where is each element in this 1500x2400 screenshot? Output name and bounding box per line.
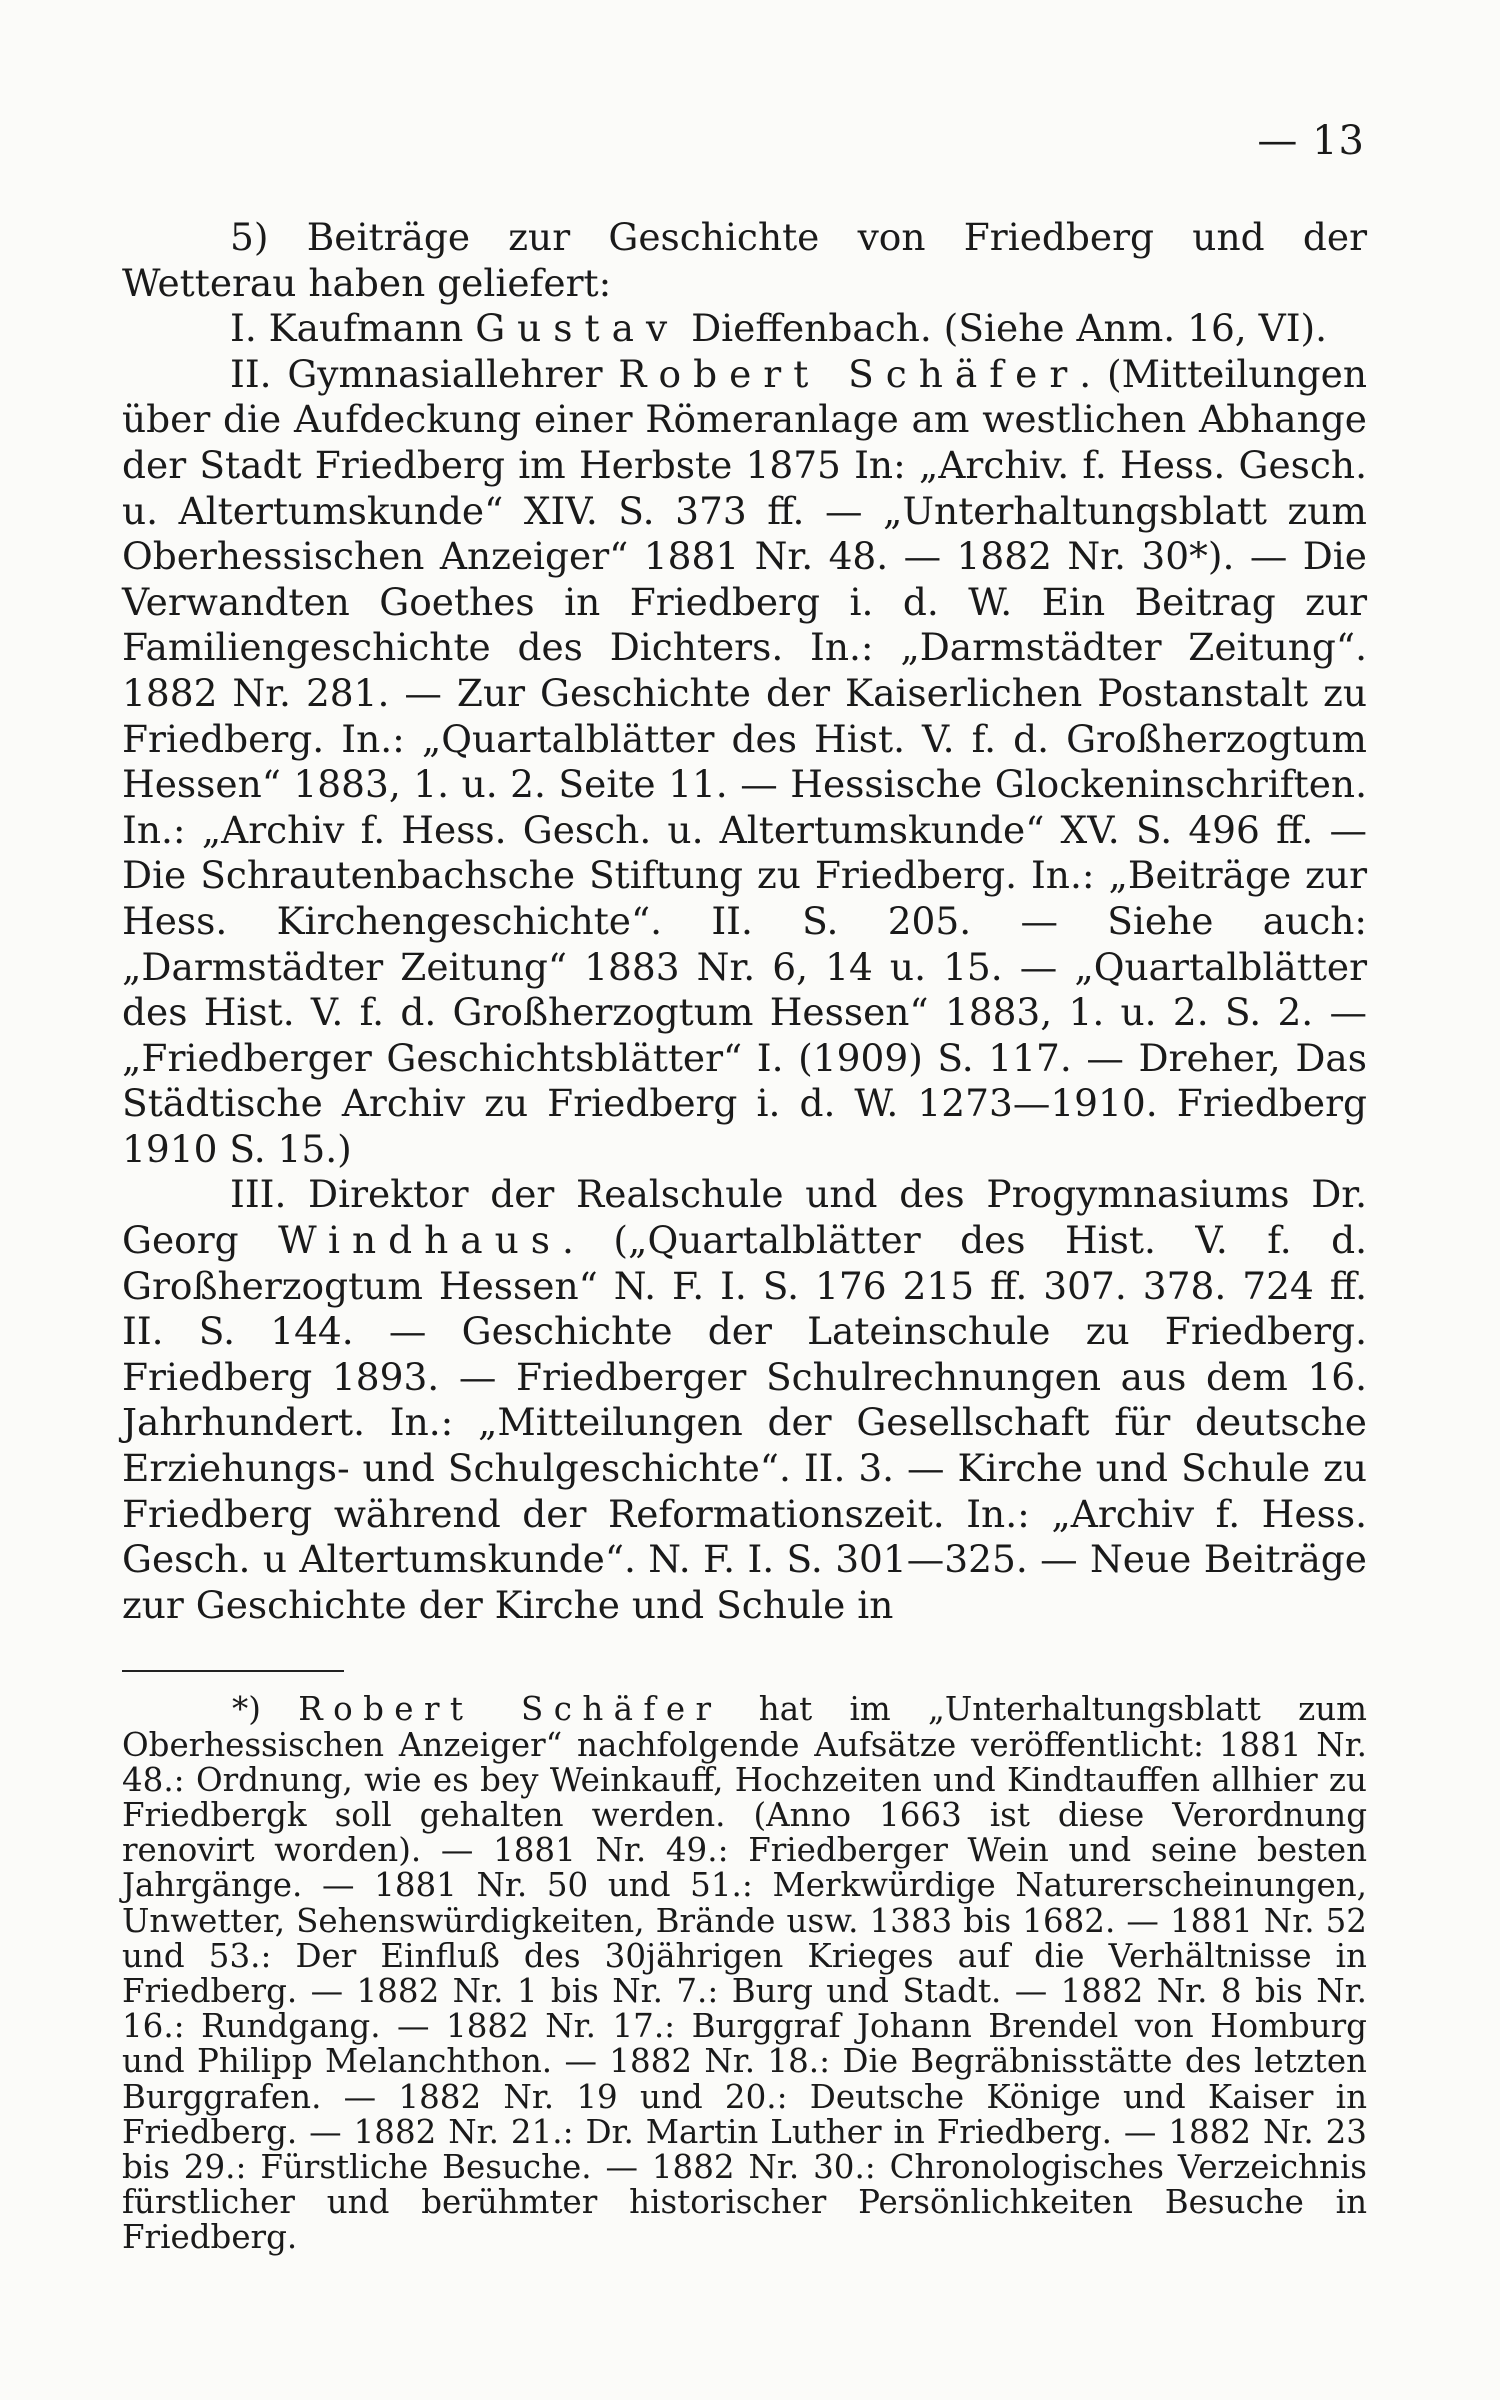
item-2-lead: II. Gymnasiallehrer — [230, 351, 619, 396]
item-1-lead: I. Kaufmann — [230, 306, 476, 351]
item-3-lead: III. Direktor der Realschule und des Progymnasiums Dr. Georg — [122, 1172, 1367, 1263]
footnote-name: Robert Schäfer — [298, 1690, 722, 1729]
footnote-paragraph — [122, 1692, 1367, 2255]
section-intro: 5) Beiträge zur Geschichte von Friedberg und der Wetterau haben geliefert: — [122, 215, 1367, 305]
contributor-item-2 — [122, 352, 1367, 1173]
item-2-rest: . (Mitteilungen über die Aufdeckung einer Römeranlage am westlichen Abhange der Stadt Friedberg im Herbste 1875 In: „Archiv. f. Hess. Gesch. u. Altertumskunde“ XIV. S. 373 ff. — „Unterhaltungsblatt zum Oberhessischen Anzeiger“ 1881 Nr. 48. — 1882 Nr. 30*). — Die Verwandten Goethes in Friedberg i. d. W. Ein Beitrag zur Familiengeschichte des Dichters. In.: „Darmstädter Zeitung“. 1882 Nr. 281. — Zur Geschichte der Kaiserlichen Postanstalt zu Friedberg. In.: „Quartalblätter des Hist. V. f. d. Großherzogtum Hessen“ 1883, 1. u. 2. Seite 11. — Hessische Glockeninschriften. In.: „Archiv f. Hess. Gesch. u. Altertumskunde“ XV. S. 496 ff. — Die Schrautenbachsche Stiftung zu Friedberg. In.: „Beiträge zur Hess. Kirchengeschichte“. II. S. 205. — Siehe auch: „Darmstädter Zeitung“ 1883 Nr. 6, 14 u. 15. — „Quartalblätter des Hist. V. f. d. Großherzogtum Hessen“ 1883, 1. u. 2. S. 2. — „Friedberger Geschichtsblätter“ I. (1909) S. 117. — Dreher, Das Städtische Archiv zu Friedberg i. d. W. 1273—1910. Friedberg 1910 S. 15.) — [122, 351, 1367, 1171]
contributor-item-1 — [122, 306, 1367, 352]
item-1-rest: Dieffenbach. (Siehe Anm. 16, VI). — [679, 306, 1328, 351]
footnote-marker: *) — [232, 1690, 299, 1729]
page-body — [122, 215, 1367, 2256]
item-2-name: Robert Schäfer — [618, 351, 1080, 396]
item-1-name: Gustav — [475, 306, 680, 351]
footnote-divider — [122, 1670, 344, 1672]
footnote-text: hat im „Unterhaltungsblatt zum Oberhessischen Anzeiger“ nachfolgende Aufsätze veröffentlicht: 1881 Nr. 48.: Ordnung, wie es bey Weinkauff, Hochzeiten und Kindtauffen allhier zu Friedbergk soll gehalten werden. (Anno 1663 ist diese Verordnung renovirt worden). — 1881 Nr. 49.: Friedberger Wein und seine besten Jahrgänge. — 1881 Nr. 50 und 51.: Merkwürdige Naturerscheinungen, Unwetter, Sehenswürdigkeiten, Brände usw. 1383 bis 1682. — 1881 Nr. 52 und 53.: Der Einfluß des 30jährigen Krieges auf die Verhältnisse in Friedberg. — 1882 Nr. 1 bis Nr. 7.: Burg und Stadt. — 1882 Nr. 8 bis Nr. 16.: Rundgang. — 1882 Nr. 17.: Burggraf Johann Brendel von Homburg und Philipp Melanchthon. — 1882 Nr. 18.: Die Begräbnisstätte des letzten Burggrafen. — 1882 Nr. 19 und 20.: Deutsche Könige und Kaiser in Friedberg. — 1882 Nr. 21.: Dr. Martin Luther in Friedberg. — 1882 Nr. 23 bis 29.: Fürstliche Besuche. — 1882 Nr. 30.: Chronologisches Verzeichnis fürstlicher und berühmter historischer Persönlichkeiten Besuche in Friedberg. — [122, 1690, 1367, 2257]
page-number: — 13 — [1257, 118, 1365, 164]
contributor-item-3 — [122, 1172, 1367, 1628]
footnote — [122, 1692, 1367, 2255]
item-3-rest: . („Quartalblätter des Hist. V. f. d. Großherzogtum Hessen“ N. F. I. S. 176 215 ff. 307. 378. 724 ff. II. S. 144. — Geschichte der Lateinschule zu Friedberg. Friedberg 1893. — Friedberger Schulrechnungen aus dem 16. Jahrhundert. In.: „Mitteilungen der Gesellschaft für deutsche Erziehungs- und Schulgeschichte“. II. 3. — Kirche und Schule zu Friedberg während der Reformationszeit. In.: „Archiv f. Hess. Gesch. u Altertumskunde“. N. F. I. S. 301—325. — Neue Beiträge zur Geschichte der Kirche und Schule in — [122, 1218, 1368, 1627]
main-text — [122, 215, 1367, 1628]
item-3-name: Windhaus — [278, 1218, 563, 1263]
